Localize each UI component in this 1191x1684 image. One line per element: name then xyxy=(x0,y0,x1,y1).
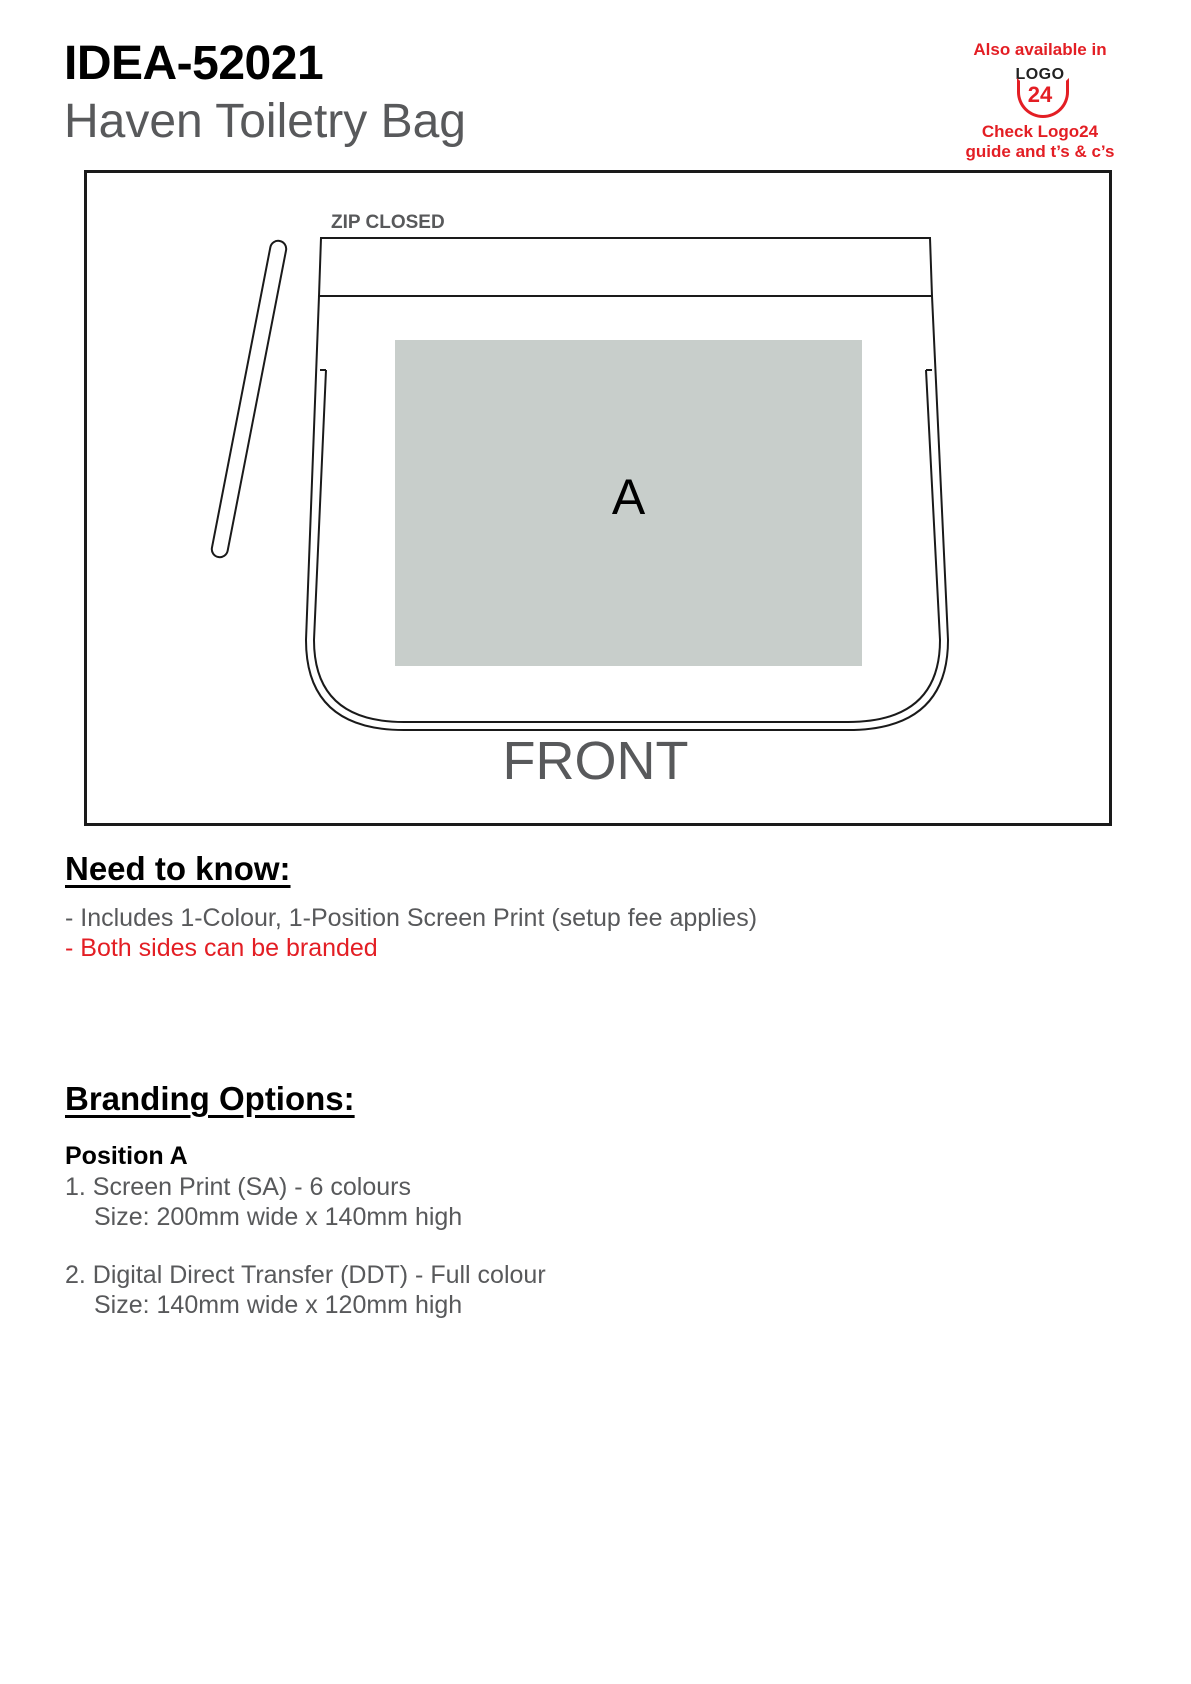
logo24-word: LOGO xyxy=(1015,66,1065,83)
logo24-logo xyxy=(1010,64,1070,116)
branding-option xyxy=(65,1260,546,1320)
position-a-title: Position A xyxy=(65,1142,188,1170)
branding-option-method: 2. Digital Direct Transfer (DDT) - Full colour xyxy=(65,1261,546,1289)
branding-option-size: Size: 140mm wide x 120mm high xyxy=(94,1291,463,1319)
logo24-check-line-2: guide and t’s & c’s xyxy=(965,142,1115,162)
need-to-know-item: - Includes 1-Colour, 1-Position Screen Print (setup fee applies) xyxy=(65,904,758,932)
logo24-notice xyxy=(940,40,1140,163)
branding-options-heading: Branding Options: xyxy=(65,1080,355,1117)
view-label: FRONT xyxy=(502,731,689,791)
zip-closed-label: ZIP CLOSED xyxy=(331,212,445,233)
also-available-text: Also available in xyxy=(973,40,1107,59)
zip-band xyxy=(319,238,932,296)
product-code: IDEA-52021 xyxy=(64,37,324,90)
branding-option-method: 1. Screen Print (SA) - 6 colours xyxy=(65,1173,411,1201)
print-area-label: A xyxy=(611,469,646,525)
zip-pull-icon xyxy=(210,239,287,558)
branding-option-size: Size: 200mm wide x 140mm high xyxy=(94,1203,463,1231)
need-to-know-item: - Both sides can be branded xyxy=(65,934,378,962)
branding-option xyxy=(65,1172,462,1232)
need-to-know-heading: Need to know: xyxy=(65,850,291,887)
logo24-number: 24 xyxy=(1027,82,1053,107)
logo24-check-line-1: Check Logo24 xyxy=(981,122,1099,141)
product-name: Haven Toiletry Bag xyxy=(64,95,466,148)
